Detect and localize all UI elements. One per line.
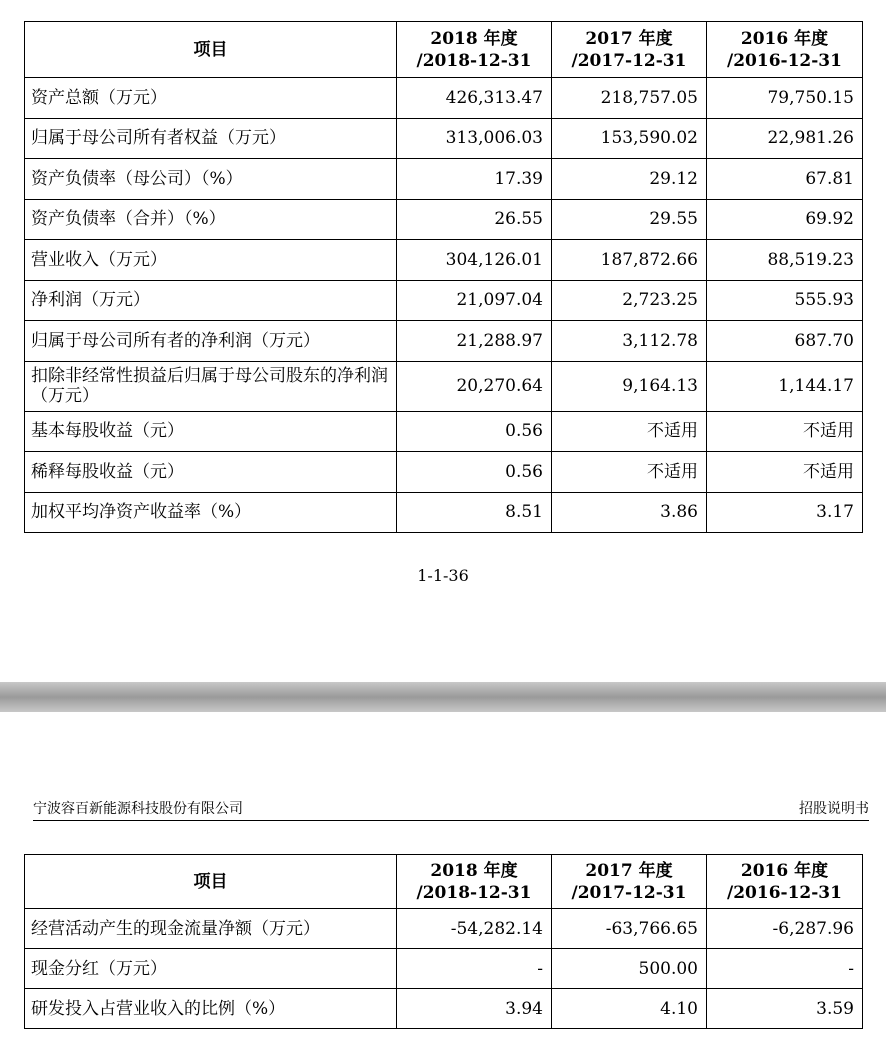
value-2016: 不适用 [707, 411, 863, 452]
table-row [25, 280, 863, 321]
row-label: 归属于母公司所有者权益（万元） [25, 118, 397, 159]
value-2018: 21,097.04 [397, 280, 552, 321]
value-2017: 3.86 [552, 492, 707, 533]
value-2016: -6,287.96 [707, 909, 863, 949]
value-2018: -54,282.14 [397, 909, 552, 949]
value-2016: 69.92 [707, 199, 863, 240]
value-2018: 313,006.03 [397, 118, 552, 159]
value-2017: 9,164.13 [552, 361, 707, 411]
value-2016: 687.70 [707, 321, 863, 362]
row-label: 扣除非经常性损益后归属于母公司股东的净利润（万元） [25, 361, 397, 411]
value-2017: 500.00 [552, 949, 707, 989]
row-label: 稀释每股收益（元） [25, 452, 397, 493]
table-row [25, 989, 863, 1029]
table-row [25, 240, 863, 281]
value-2018: - [397, 949, 552, 989]
financial-summary-table [24, 21, 863, 533]
company-name: 宁波容百新能源科技股份有限公司 [33, 801, 243, 817]
value-2016: 22,981.26 [707, 118, 863, 159]
value-2017: 2,723.25 [552, 280, 707, 321]
table-row [25, 452, 863, 493]
header-2016: 2016 年度 /2016-12-31 [707, 855, 863, 909]
row-label: 归属于母公司所有者的净利润（万元） [25, 321, 397, 362]
value-2016: 88,519.23 [707, 240, 863, 281]
table-row [25, 949, 863, 989]
value-2018: 3.94 [397, 989, 552, 1029]
page-separator [0, 682, 886, 712]
value-2016: 555.93 [707, 280, 863, 321]
table-row [25, 361, 863, 411]
value-2016: 79,750.15 [707, 78, 863, 119]
value-2018: 304,126.01 [397, 240, 552, 281]
value-2016: 67.81 [707, 159, 863, 200]
value-2018: 0.56 [397, 452, 552, 493]
document-page-2 [0, 712, 886, 1050]
value-2016: 3.17 [707, 492, 863, 533]
row-label: 资产总额（万元） [25, 78, 397, 119]
value-2018: 21,288.97 [397, 321, 552, 362]
header-2018: 2018 年度 /2018-12-31 [397, 22, 552, 78]
row-label: 经营活动产生的现金流量净额（万元） [25, 909, 397, 949]
value-2017: 不适用 [552, 411, 707, 452]
value-2017: 4.10 [552, 989, 707, 1029]
value-2018: 426,313.47 [397, 78, 552, 119]
value-2017: 218,757.05 [552, 78, 707, 119]
header-item: 项目 [25, 855, 397, 909]
row-label: 研发投入占营业收入的比例（%） [25, 989, 397, 1029]
header-2017: 2017 年度 /2017-12-31 [552, 22, 707, 78]
row-label: 资产负债率（母公司）（%） [25, 159, 397, 200]
table-header-row [25, 855, 863, 909]
value-2017: 3,112.78 [552, 321, 707, 362]
row-label: 资产负债率（合并）（%） [25, 199, 397, 240]
value-2016: 1,144.17 [707, 361, 863, 411]
header-2016: 2016 年度 /2016-12-31 [707, 22, 863, 78]
table-row [25, 78, 863, 119]
value-2016: 3.59 [707, 989, 863, 1029]
table-row [25, 411, 863, 452]
value-2018: 0.56 [397, 411, 552, 452]
header-item: 项目 [25, 22, 397, 78]
value-2017: 187,872.66 [552, 240, 707, 281]
table-row [25, 321, 863, 362]
table-row [25, 909, 863, 949]
row-label: 现金分红（万元） [25, 949, 397, 989]
table-row [25, 118, 863, 159]
value-2017: 29.55 [552, 199, 707, 240]
header-2018: 2018 年度 /2018-12-31 [397, 855, 552, 909]
value-2017: 不适用 [552, 452, 707, 493]
value-2018: 17.39 [397, 159, 552, 200]
financial-summary-table-continued [24, 854, 863, 1029]
header-2017: 2017 年度 /2017-12-31 [552, 855, 707, 909]
running-header [33, 796, 869, 821]
row-label: 加权平均净资产收益率（%） [25, 492, 397, 533]
value-2016: 不适用 [707, 452, 863, 493]
value-2018: 8.51 [397, 492, 552, 533]
table-row [25, 492, 863, 533]
row-label: 营业收入（万元） [25, 240, 397, 281]
value-2018: 26.55 [397, 199, 552, 240]
value-2017: 153,590.02 [552, 118, 707, 159]
value-2016: - [707, 949, 863, 989]
value-2017: 29.12 [552, 159, 707, 200]
page-number: 1-1-36 [417, 566, 469, 585]
table-row [25, 159, 863, 200]
row-label: 净利润（万元） [25, 280, 397, 321]
row-label: 基本每股收益（元） [25, 411, 397, 452]
value-2018: 20,270.64 [397, 361, 552, 411]
document-type: 招股说明书 [799, 801, 869, 817]
value-2017: -63,766.65 [552, 909, 707, 949]
table-header-row [25, 22, 863, 78]
table-row [25, 199, 863, 240]
